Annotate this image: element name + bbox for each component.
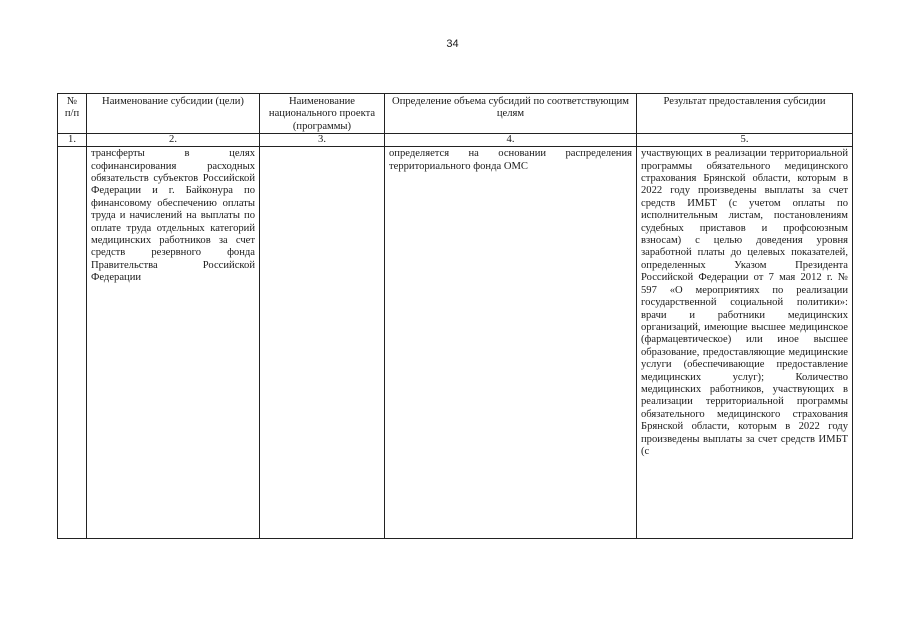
cell-national-project <box>260 147 385 539</box>
header-volume-definition: Определение объема субсидий по соответствующим целям <box>385 94 637 134</box>
header-national-project: Наименование национального проекта (программы) <box>260 94 385 134</box>
column-number-row <box>58 134 853 147</box>
cell-result: участвующих в реализации территориальной программы обязательного медицинского страхования Брянской области, которым в 2022 году произведены выплаты за счет средств ИМБТ (с учетом оплаты по исполнительным листам, постановлениям судебных приставов и профсоюзным взносам) с целью доведения уровня заработной платы до целевых показателей, определенных Указом Президента Российской Федерации от 7 мая 2012 г. № 597 «О мероприятиях по реализации государственной социальной политики»: врачи и работники медицинских организаций, имеющие высшее медицинское (фармацевтическое) или иное высшее образование, предоставляющие медицинские услуги (обеспечивающие предоставление медицинских услуг); Количество медицинских работников, участвующих в реализации территориальной программы обязательного медицинского страхования Брянской области, которым в 2022 году произведены выплаты за счет средств ИМБТ (с <box>637 147 853 539</box>
table-row <box>58 147 853 539</box>
header-row <box>58 94 853 134</box>
column-number-2: 2. <box>87 134 260 147</box>
column-number-5: 5. <box>637 134 853 147</box>
column-number-1: 1. <box>58 134 87 147</box>
header-result: Результат предоставления субсидии <box>637 94 853 134</box>
page-number: 34 <box>446 38 459 50</box>
subsidy-table <box>57 93 853 539</box>
cell-number <box>58 147 87 539</box>
column-number-4: 4. <box>385 134 637 147</box>
header-number: № п/п <box>58 94 87 134</box>
cell-subsidy-name: трансферты в целях софинансирования расходных обязательств субъектов Российской Федерации и г. Байконура по финансовому обеспечению оплаты труда и начислений на выплаты по оплате труда отдельных категорий медицинских работников за счет средств резервного фонда Правительства Российской Федерации <box>87 147 260 539</box>
header-subsidy-name: Наименование субсидии (цели) <box>87 94 260 134</box>
column-number-3: 3. <box>260 134 385 147</box>
cell-volume-definition: определяется на основании распределения территориального фонда ОМС <box>385 147 637 539</box>
